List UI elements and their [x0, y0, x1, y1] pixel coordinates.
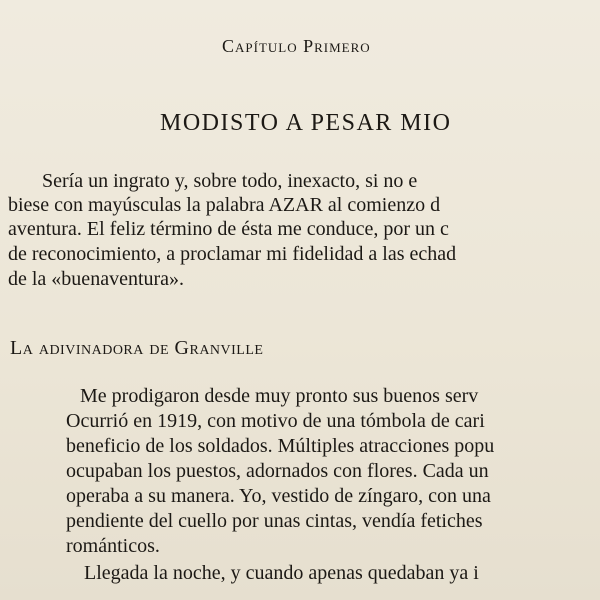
paragraph-2-line: ocupaban los puestos, adornados con flores. Cada un	[66, 460, 489, 482]
paragraph-2-line: románticos.	[66, 535, 160, 557]
chapter-title: MODISTO A PESAR MIO	[160, 110, 452, 136]
paragraph-2-line: Ocurrió en 1919, con motivo de una tómbola de cari	[66, 410, 485, 432]
paragraph-2-line: pendiente del cuello por unas cintas, vendía fetiches	[66, 510, 483, 532]
paragraph-1-line: de la «buenaventura».	[8, 268, 185, 290]
paragraph-2-line: operaba a su manera. Yo, vestido de zíngaro, con una	[66, 485, 491, 507]
paragraph-2-line: beneficio de los soldados. Múltiples atracciones popu	[66, 435, 495, 457]
paragraph-1-line: biese con mayúsculas la palabra AZAR al comienzo d	[8, 194, 441, 216]
chapter-heading: Capítulo Primero	[222, 36, 371, 56]
paragraph-2-line: Me prodigaron desde muy pronto sus buenos serv	[80, 385, 479, 407]
paragraph-1-line: aventura. El feliz término de ésta me conduce, por un c	[8, 218, 449, 240]
paragraph-1-line: de reconocimiento, a proclamar mi fidelidad a las echad	[8, 243, 457, 265]
paragraph-1-line: Sería un ingrato y, sobre todo, inexacto, si no e	[42, 170, 418, 192]
paragraph-3-line: Llegada la noche, y cuando apenas quedaban ya i	[84, 562, 479, 584]
section-heading: La adivinadora de Granville	[10, 337, 264, 359]
